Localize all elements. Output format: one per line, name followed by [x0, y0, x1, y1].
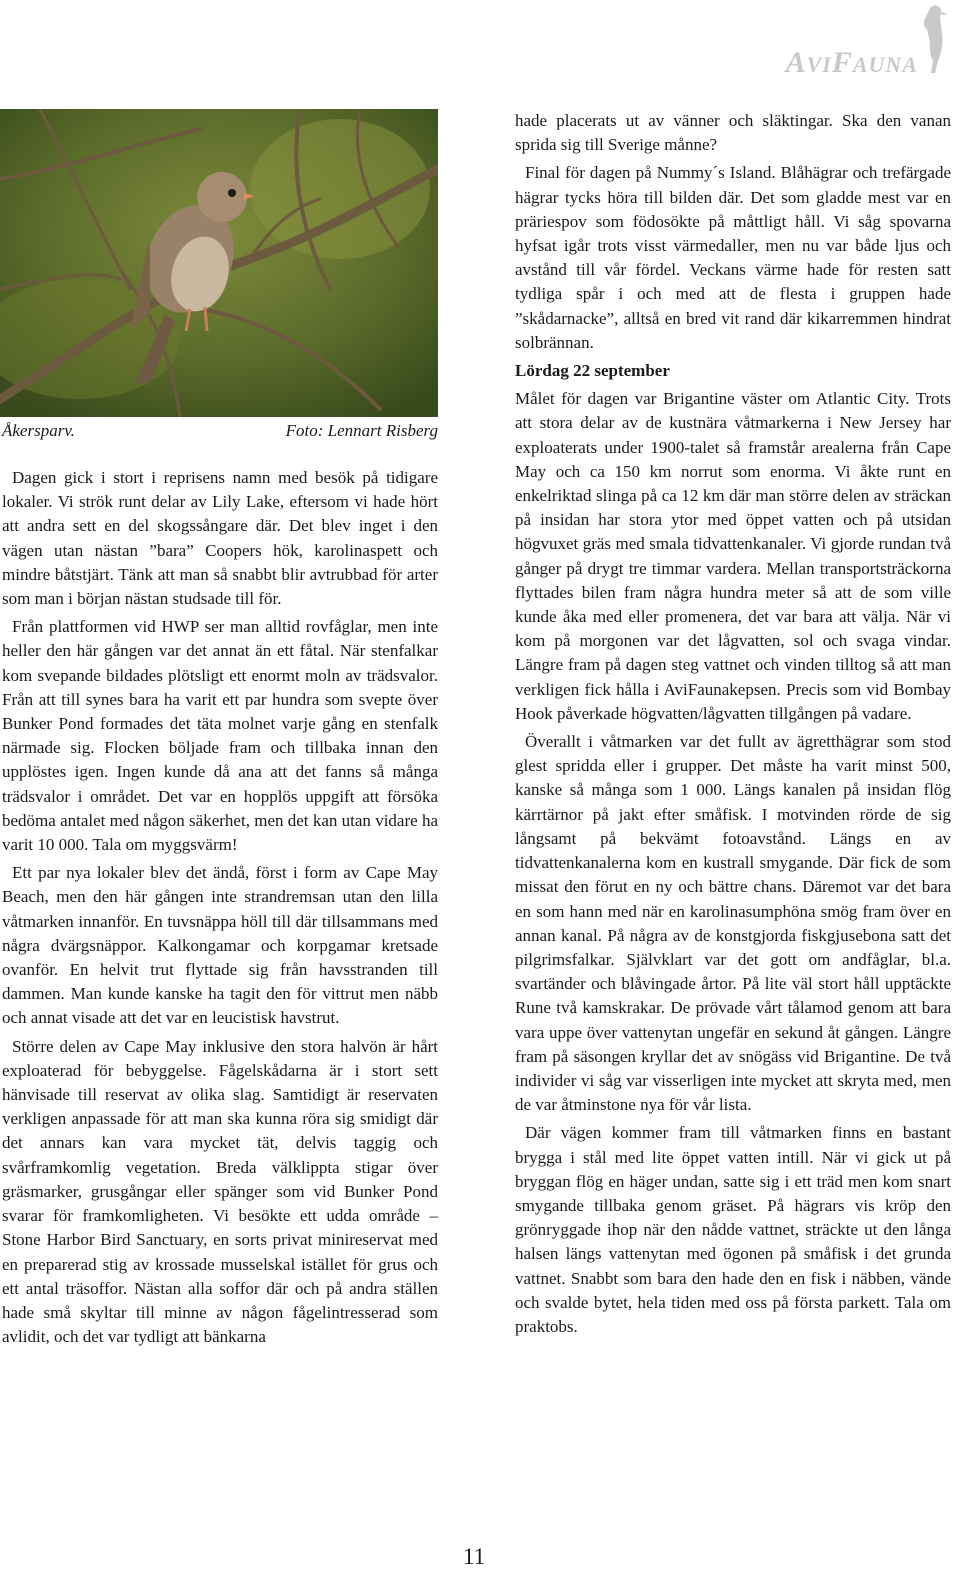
- sparrow-photo: [0, 109, 438, 417]
- left-column: [2, 466, 438, 1353]
- paragraph: Större delen av Cape May inklusive den stora halvön är hårt exploaterad för bebyggelse. Fågelskådarna är i stort sett hänvisade till reservat av olika slag. Samtidigt är reservaten verkligen anpassade för att man ska kunna röra sig smidigt där det annars kan vara mycket tät, delvis taggig och svårframkomlig vegetation. Breda välklippta stigar över gräsmarker, grusgångar eller spänger som vid Bunker Pond svarar för framkomligheten. Vi besökte ett udda område – Stone Harbor Bird Sanctuary, en sorts privat minireservat med en preparerad stig av krossade musselskal istället för grus och ett antal träsoffor. Nästan alla soffor där och på andra ställen hade små skyltar till minne av någon fågelintresserad som avlidit, och det var tydligt att bänkarna: [2, 1036, 438, 1347]
- bird-on-branch-image: [0, 109, 438, 417]
- photo-caption: [2, 421, 438, 441]
- paragraph: Ett par nya lokaler blev det ändå, först i form av Cape May Beach, men den här gången inte strandremsan utan den lilla våtmarken innanför. En tuvsnäppa höll till där tillsammans med några dvärgsnäppor. Kalkongamar och korpgamar kretsade ovanför. En helvit trut flyttade sig från havsstranden till dammen. Man kunde kanske ha tagit den för vittrut men näbb och annat visade att det var en leucistisk havstrut.: [2, 863, 438, 1028]
- paragraph: Dagen gick i stort i reprisens namn med besök på tidigare lokaler. Vi strök runt delar av Lily Lake, eftersom vi hade hört att andra sett en del skogssångare där. Det blev inget i den vägen utan nästan ”bara” Coopers hök, karolinaspett och mindre båtstjärt. Tänk att man så snabbt blir avtrubbad för arter som man i början nästan studsade till för.: [2, 468, 438, 609]
- paragraph: Överallt i våtmarken var det fullt av ägretthägrar som stod glest spridda eller i grupper. Det måste ha varit minst 500, kanske så många som 1 000. Längs kanalen på insidan flög kärrtärnor på jakt efter småfisk. I motvinden rörde de sig långsamt på bekvämt fotoavstånd. Längs en av tidvattenkanalerna kom en kustrall smygande. Där fick de som missat den förut en ny och bättre chans. Däremot var det bara en som hann med när en karolinasumphöna smög fram över en annan kanal. På några av de konstgjorda fiskgjusebona satt det pilgrimsfalkar. Självklart var det gott om andfåglar, bl.a. svartänder och blåvingade årtor. På lite väl stort håll upptäckte Rune två kamskrakar. De prövade vårt tålamod genom att bara vara uppe över vattenytan ungefär en sekund åt gången. Längre fram på säsongen kryllar det av snögäss vid Brigantine. De två individer vi såg var visserligen inte mycket att skryta med, men de var åtminstone nya för vår lista.: [515, 732, 951, 1115]
- right-column: [515, 109, 951, 1343]
- paragraph: Målet för dagen var Brigantine väster om Atlantic City. Trots att stora delar av de kustnära våtmarkerna i New Jersey har exploaterats under 1900-talet så framstår arealerna från Cape May och ca 150 km norrut som enorma. Vi åkte runt en enkelriktad slinga på ca 12 km där man större delen av sträckan på insidan har stora ytor med öppet vatten och på utsidan högvuxet gräs med smala tidvattenkanaler. Vi gjorde rundan två gånger på drygt tre timmar vardera. Mellan transportsträckorna flyttades bilen fram några hundra meter så att de som ville kunde åka med eller promenera, det var bara att välja. När vi kom på morgonen var det lågvatten, sol och svaga vindar. Längre fram på dagen steg vattnet och vinden tilltog så att man verkligen fick hålla i AviFaunakepsen. Precis som vid Bombay Hook påverkade högvatten/lågvatten tillgången på vadare.: [515, 389, 951, 723]
- photo-credit: Foto: Lennart Risberg: [285, 421, 438, 440]
- paragraph: Final för dagen på Nummy´s Island. Blåhägrar och trefärgade hägrar tycks höra till bilden där. Det som gladde mest var en präriespov som födosökte på måttligt håll. Vi såg spovarna hyfsat igår trots visst värmedaller, men nu var både ljus och avstånd till vår fördel. Veckans värme hade för resten satt tydliga spår i och med att de flesta i gruppen hade ”skådarnacke”, alltså en bred vit rand där kikarremmen hindrat solbrännan.: [515, 163, 951, 352]
- section-heading: Lördag 22 september: [515, 361, 670, 381]
- logo-wordmark: AVIFAUNA: [785, 46, 918, 79]
- paragraph: hade placerats ut av vänner och släktingar. Ska den vanan sprida sig till Sverige månne?: [515, 111, 951, 155]
- page-number: 11: [463, 1544, 486, 1569]
- paragraph: Från plattformen vid HWP ser man alltid rovfåglar, men inte heller den här gången var det annat än ett fåtal. När stenfalkar kom svepande bildades plötsligt ett enormt moln av trädsvalor. Från att till synes bara ha varit ett par hundra som svepte över Bunker Pond formades det täta molnet varje gång en stenfalk närmade sig. Flocken böljade fram och tillbaka innan den upplöstes igen. Ingen kunde då ana att det fanns så många trädsvalor i området. Det var en hopplös uppgift att försöka bedöma antalet med någon säkerhet, men det kan utan vidare ha varit 10 000. Tala om myggsvärm!: [2, 617, 438, 855]
- avifauna-logo: [754, 2, 954, 79]
- paragraph: Där vägen kommer fram till våtmarken finns en bastant brygga i stål med lite öppet vatten intill. När vi gick ut på bryggan flög en häger undan, satte sig i ett träd men kom snart smygande tillbaka genom gräset. På hägrars vis kröp den grönryggade ihop när den nådde vattnet, sträckte ut den långa halsen längs vattenytan med ögonen på småfisk i det grunda vattnet. Snabbt som bara den hade den en fisk i näbben, vände och svalde bytet, hela tiden med oss på första parkett. Tala om praktobs.: [515, 1123, 951, 1336]
- caption-species: Åkersparv.: [2, 421, 75, 440]
